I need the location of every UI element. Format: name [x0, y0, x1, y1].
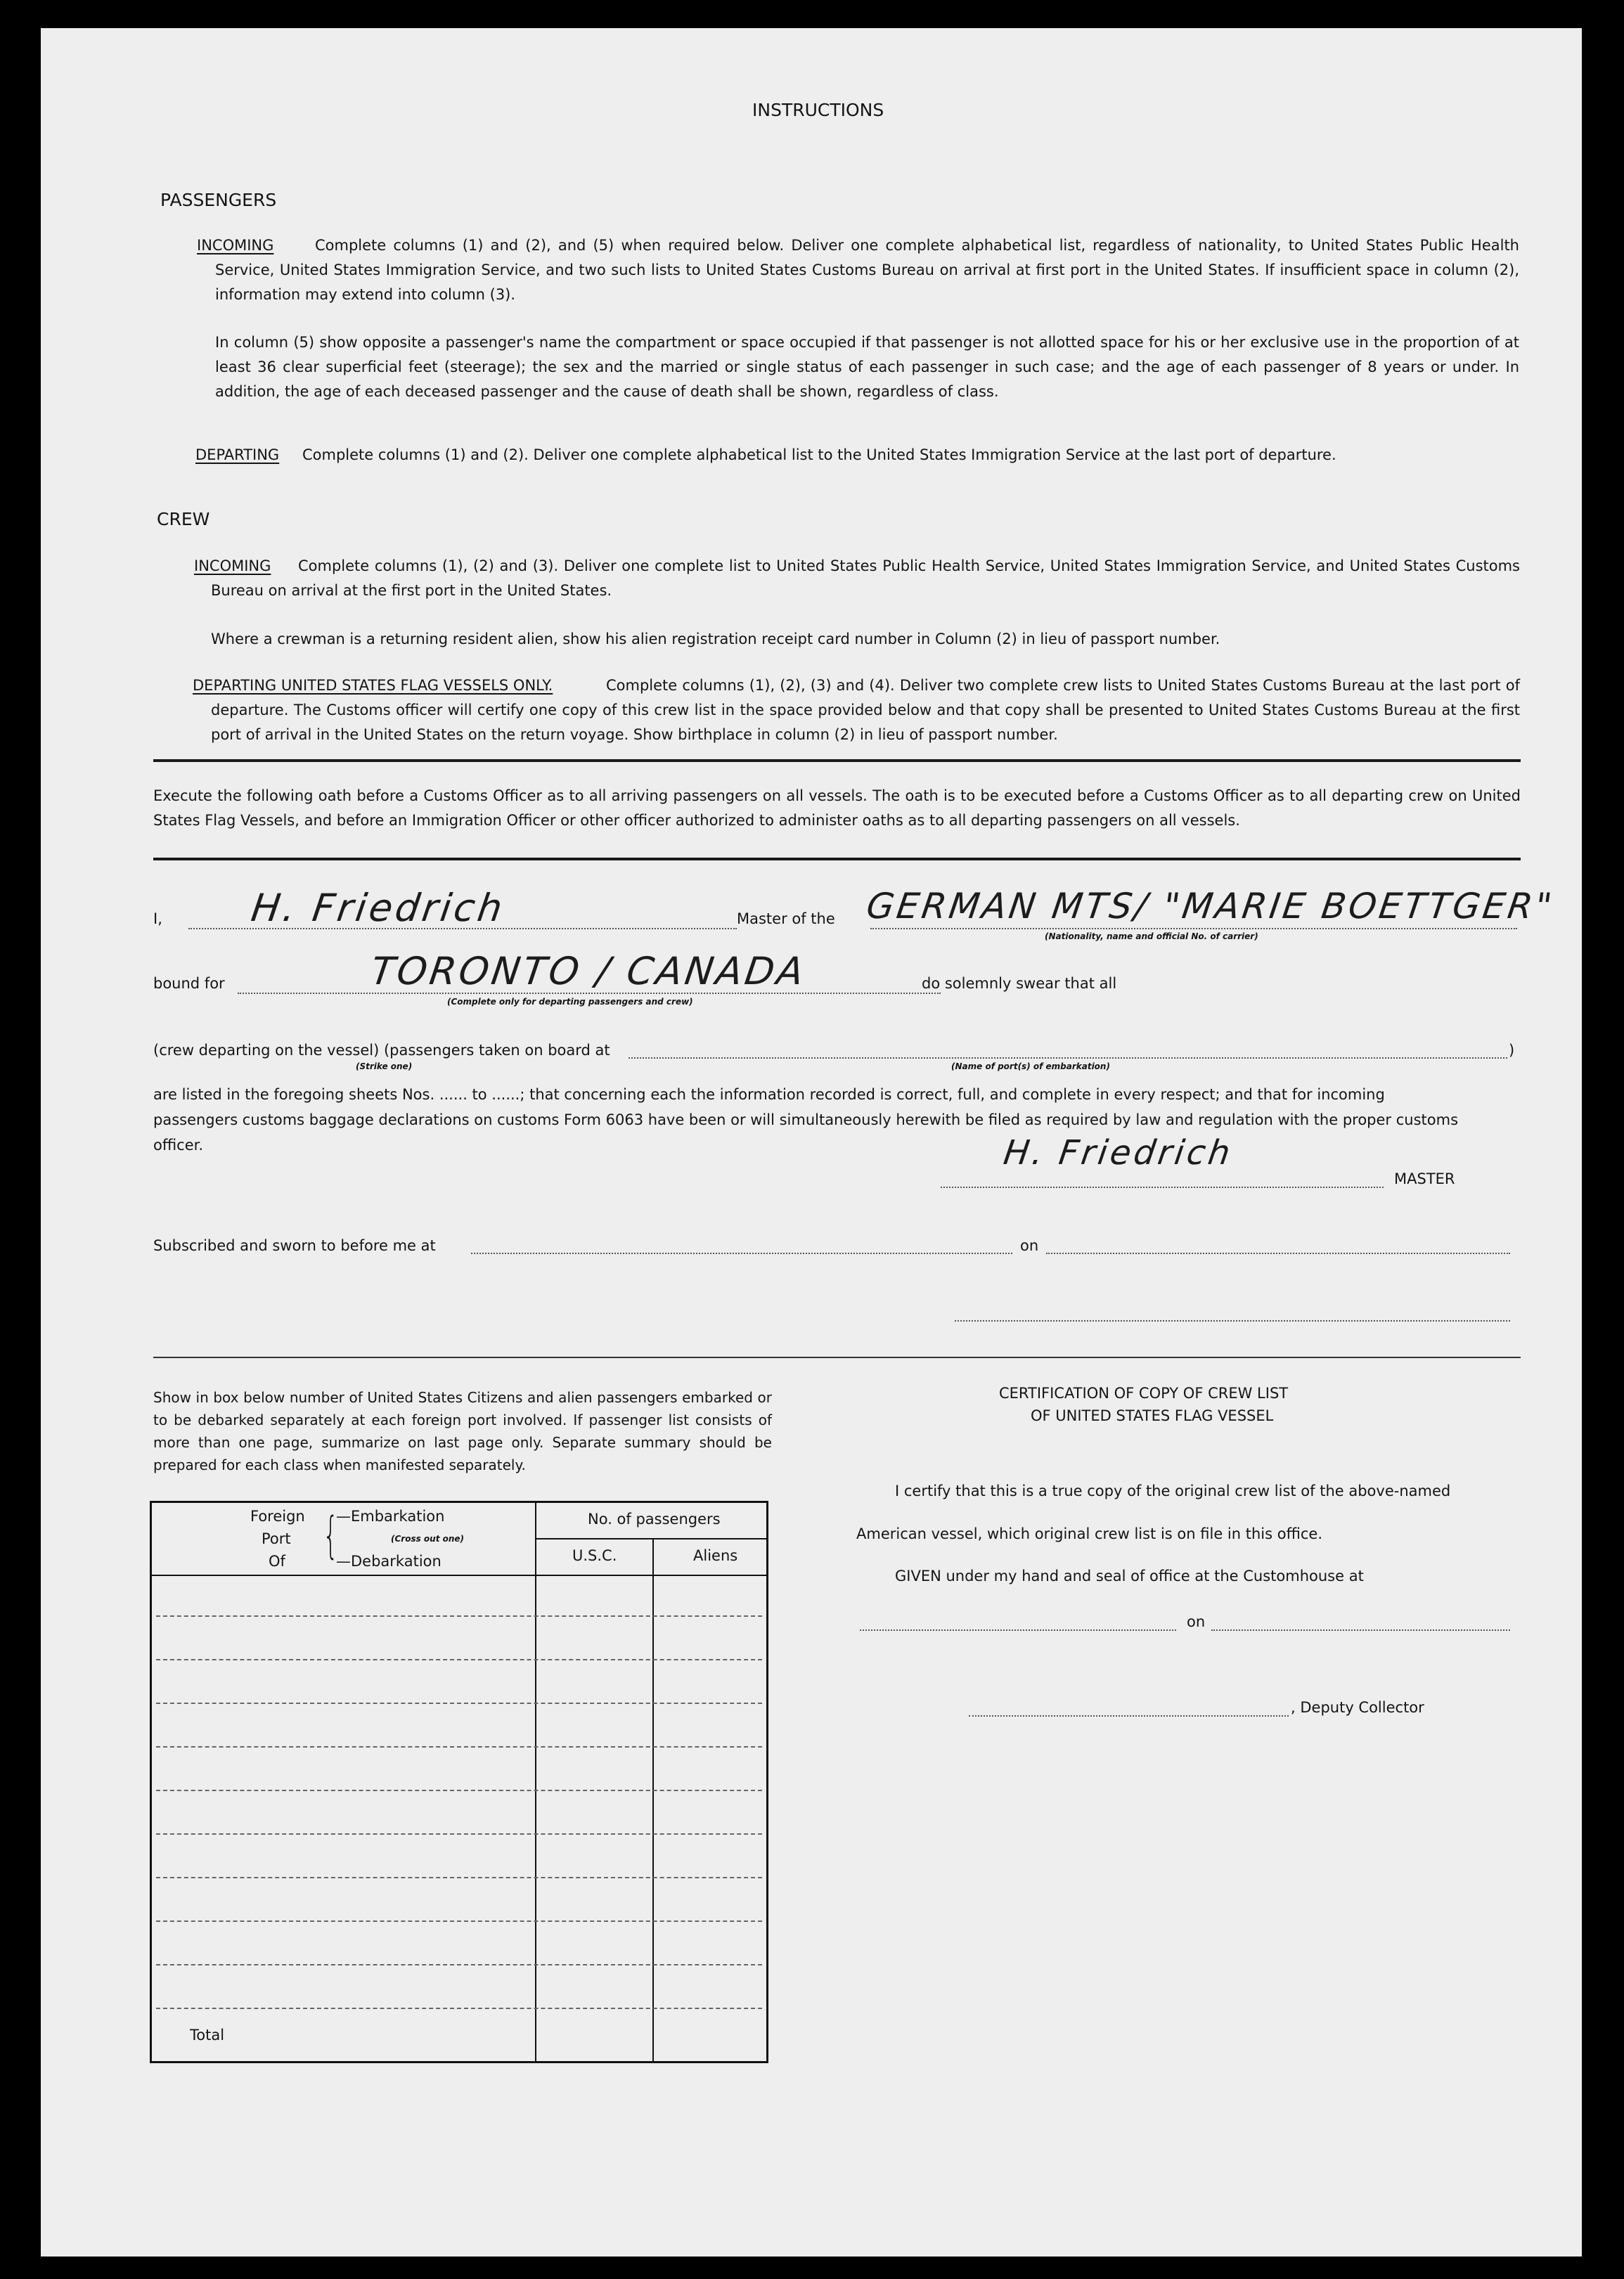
swear-label: do solemnly swear that all — [922, 975, 1117, 992]
table-row — [156, 1615, 762, 1617]
master-name-handwritten: H. Friedrich — [248, 886, 508, 930]
master-of-label: Master of the — [737, 910, 835, 927]
american-vessel-text: American vessel, which original crew list is on file in this office. — [856, 1525, 1323, 1542]
listed-line-3: officer. — [153, 1137, 203, 1154]
vessel-caption: (Nationality, name and official No. of carrier) — [1045, 931, 1258, 941]
given-text: GIVEN under my hand and seal of office at the Customhouse at — [895, 1568, 1364, 1584]
cert-on-label: on — [1187, 1613, 1206, 1630]
aliens-label: Aliens — [693, 1547, 738, 1564]
table-row — [156, 1920, 762, 1922]
embarkation-label: —Embarkation — [336, 1508, 445, 1525]
table-row — [156, 1746, 762, 1748]
debarkation-label: —Debarkation — [336, 1553, 442, 1570]
total-label: Total — [190, 2027, 225, 2044]
divider — [153, 759, 1521, 762]
table-row — [156, 1833, 762, 1835]
subscribed-label: Subscribed and sworn to before me at — [153, 1237, 436, 1254]
foreign-label: Foreign — [250, 1508, 305, 1525]
pax-incoming-label: INCOMING — [197, 237, 274, 254]
destination-caption: (Complete only for departing passengers and crew) — [447, 997, 693, 1007]
close-paren: ) — [1509, 1042, 1515, 1059]
deputy-collector-label: , Deputy Collector — [1291, 1699, 1424, 1716]
listed-line-1: are listed in the foregoing sheets Nos. ...... to ......; that concerning each the information recorded is correct, full, and complete in every respect; and that for incoming — [153, 1086, 1385, 1103]
table-row — [156, 2008, 762, 2009]
certification-title-2: OF UNITED STATES FLAG VESSEL — [1031, 1407, 1274, 1424]
summary-instructions: Show in box below number of United States Citizens and alien passengers embarked or to be debarked separately at each foreign port involved. If passenger list consists of more than one page, summarize on last page only. Separate summary should be prepared for each class when manifested separately. — [153, 1389, 772, 1473]
table-row — [156, 1790, 762, 1791]
sworn-date-line — [1046, 1253, 1510, 1254]
officer-signature-line — [955, 1320, 1510, 1322]
pax-departing-label: DEPARTING — [195, 446, 280, 463]
table-row — [156, 1659, 762, 1660]
deputy-signature-line — [969, 1715, 1289, 1717]
pax-departing-text: Complete columns (1) and (2). Deliver one complete alphabetical list to the United States Immigration Service at the last port of departure. — [302, 446, 1336, 463]
oath-intro: Execute the following oath before a Customs Officer as to all arriving passengers on all vessels. The oath is to be executed before a Customs Officer as to all departing crew on United States Flag Vessels, and before an Immigration Officer or other officer authorized to administer oaths as to all departing passengers on all vessels. — [153, 787, 1521, 829]
customhouse-line — [860, 1629, 1176, 1631]
of-label: Of — [269, 1553, 285, 1570]
destination-handwritten: TORONTO / CANADA — [368, 949, 809, 993]
instructions-title: INSTRUCTIONS — [752, 100, 884, 120]
no-passengers-label: No. of passengers — [588, 1511, 721, 1528]
listed-line-2: passengers customs baggage declarations on customs Form 6063 have been or will simultaneously herewith be filed as required by law and regulation with the proper customs — [153, 1111, 1459, 1128]
table-row — [156, 1703, 762, 1704]
crew-returning-text: Where a crewman is a returning resident alien, show his alien registration receipt card number in Column (2) in lieu of passport number. — [211, 631, 1220, 647]
pax-column5-text: In column (5) show opposite a passenger's name the compartment or space occupied if that passenger is not allotted space for his or her exclusive use in the proportion of at least 36 clear superficial feet (steerage); the sex and the married or single status of each passenger in such case; and the age of each passenger of 8 years or under. In addition, the age of each deceased passenger and the cause of death shall be shown, regardless of class. — [215, 334, 1519, 400]
vessel-line — [870, 928, 1517, 929]
divider — [153, 858, 1521, 860]
divider — [153, 1357, 1521, 1358]
master-label: MASTER — [1394, 1170, 1455, 1187]
crew-departing-text: Complete columns (1), (2), (3) and (4). Deliver two complete crew lists to United States Customs Bureau at the last port of departure. The Customs officer will certify one copy of this crew list in the space provided below and that copy shall be presented to United States Customs Bureau at the first port of arrival in the United States on the return voyage. Show birthplace in column (2) in lieu of passport number. — [211, 677, 1520, 743]
crew-incoming-label: INCOMING — [194, 557, 271, 574]
cross-out-caption: (Cross out one) — [391, 1534, 465, 1544]
sworn-on-label: on — [1020, 1237, 1039, 1254]
form-sheet — [41, 28, 1582, 2257]
table-row — [156, 1964, 762, 1965]
cert-date-line — [1211, 1629, 1510, 1631]
pax-incoming-text: Complete columns (1) and (2), and (5) when required below. Deliver one complete alphabetical list, regardless of nationality, to United States Public Health Service, United States Immigration Service, and two such lists to United States Customs Bureau on arrival at first port in the United States. If insufficient space in column (2), information may extend into column (3). — [215, 237, 1519, 303]
signature-line — [941, 1187, 1384, 1188]
usc-label: U.S.C. — [572, 1547, 617, 1564]
certification-title-1: CERTIFICATION OF COPY OF CREW LIST — [999, 1385, 1289, 1402]
sworn-place-line — [471, 1253, 1012, 1254]
crew-departing-label: DEPARTING UNITED STATES FLAG VESSELS ONLY. — [193, 677, 553, 694]
master-signature: H. Friedrich — [1001, 1133, 1236, 1173]
crew-heading: CREW — [157, 509, 210, 529]
port-label: Port — [262, 1530, 291, 1547]
crew-incoming-text: Complete columns (1), (2) and (3). Deliver one complete list to United States Public Health Service, United States Immigration Service, and United States Customs Bureau on arrival at the first port in the United States. — [211, 557, 1520, 599]
crew-pax-label: (crew departing on the vessel) (passengers taken on board at — [153, 1042, 610, 1059]
i-label: I, — [153, 910, 162, 927]
passengers-heading: PASSENGERS — [160, 190, 277, 210]
brace-icon: { — [323, 1506, 339, 1564]
ports-caption: (Name of port(s) of embarkation) — [951, 1061, 1110, 1071]
ports-line — [629, 1057, 1507, 1059]
passenger-summary-table — [150, 1501, 768, 2063]
certify-text: I certify that this is a true copy of the original crew list of the above-named — [895, 1483, 1451, 1499]
bound-for-label: bound for — [153, 975, 225, 992]
strike-caption: (Strike one) — [356, 1061, 413, 1071]
vessel-handwritten: GERMAN MTS/ "MARIE BOETTGER" — [863, 886, 1557, 927]
table-row — [156, 1877, 762, 1878]
